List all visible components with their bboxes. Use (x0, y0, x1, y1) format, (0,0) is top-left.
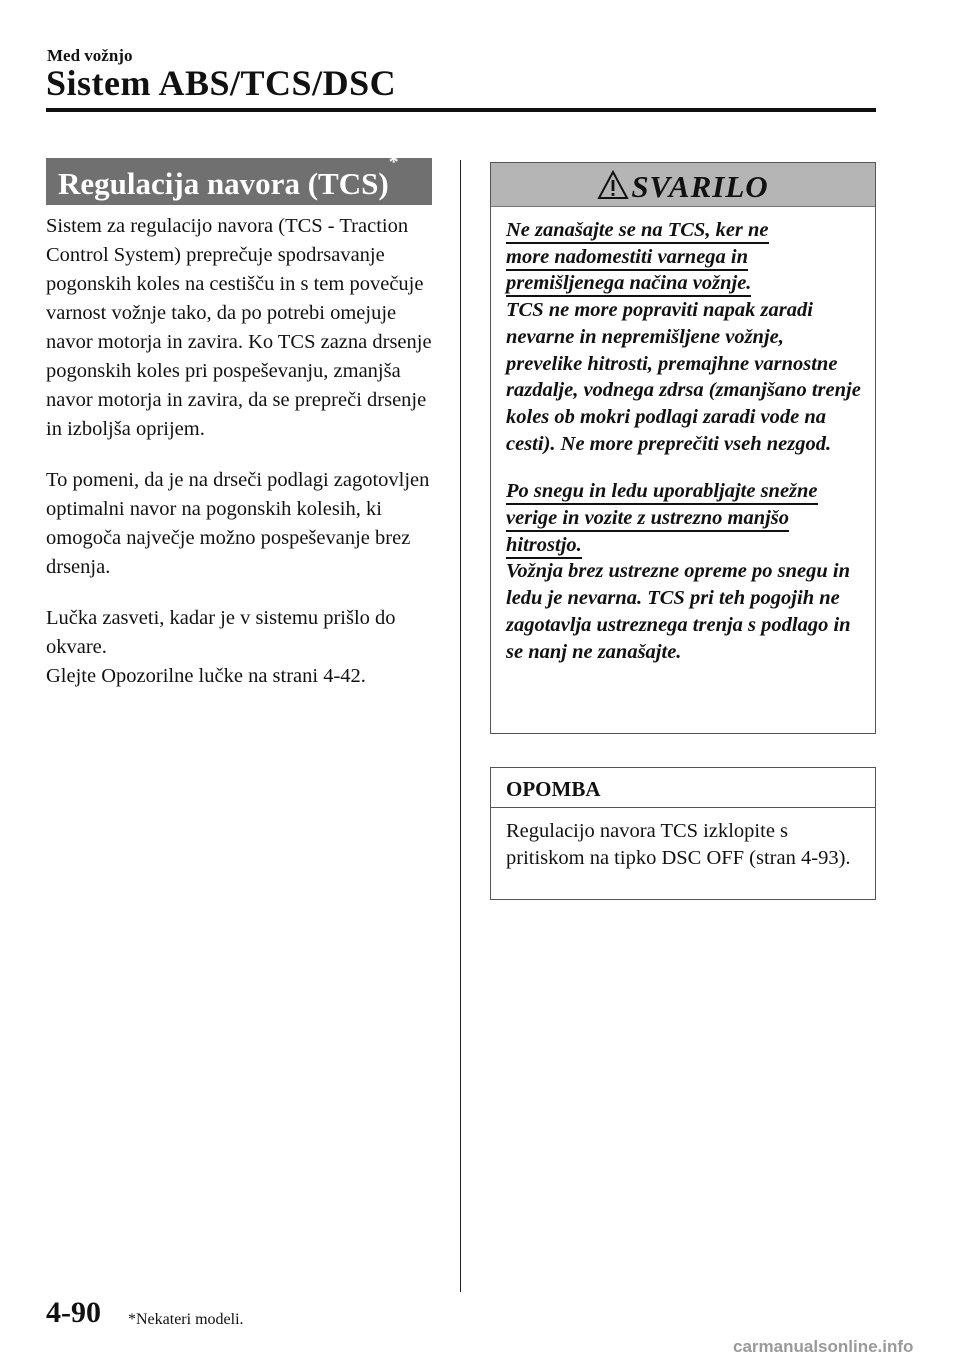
note-text: Regulacijo navora TCS izklopite s pritiskom na tipko DSC OFF (stran 4-93). (506, 820, 851, 869)
body-paragraph: To pomeni, da je na drseči podlagi zagotovljen optimalni navor na pogonskih kolesih, ki omogoča največje možno pospeševanje brez drsenja. (46, 469, 430, 578)
column-divider (460, 160, 461, 1292)
header-rule (46, 108, 876, 112)
warning-body (491, 207, 875, 665)
page-number: 4-90 (46, 1296, 101, 1329)
left-column-body (46, 212, 446, 713)
warning-emphasis-line: Ne zanašajte se na TCS, ker ne (506, 219, 769, 244)
warning-text: TCS ne more popraviti napak zaradi nevarne in nepremišljene vožnje, prevelike hitrosti, premajhne varnostne razdalje, vodnega zdrsa (zmanjšano trenje koles ob mokri podlagi zaradi vode na cesti). Ne more preprečiti vseh nezgod. (506, 299, 861, 455)
page-title: Sistem ABS/TCS/DSC (46, 63, 397, 103)
subsection-label: Med vožnjo (47, 46, 133, 65)
section-heading-text: Regulacija navora (TCS) (58, 166, 389, 201)
footnote: *Nekateri modeli. (128, 1311, 244, 1328)
warning-box (490, 162, 876, 734)
section-heading (46, 151, 432, 205)
warning-text: Vožnja brez ustrezne opreme po snegu in ledu je nevarna. TCS pri teh pogojih ne zagotavlja ustreznega trenja s podlago in se nanj ne zanašajte. (506, 560, 851, 663)
watermark: carmanualsonline.info (733, 1337, 914, 1356)
body-paragraph: Lučka zasveti, kadar je v sistemu prišlo do okvare. (46, 607, 396, 658)
body-paragraph: Sistem za regulacijo navora (TCS - Traction Control System) preprečuje spodrsavanje pogonskih koles na cestišču in s tem povečuje varnost vožnje tako, da po potrebi omejuje navor motorja in zavira. Ko TCS zazna drsenje pogonskih koles pri pospeševanju, zmanjša navor motorja in zavira, da se prepreči drsenje in izboljša oprijem. (46, 215, 432, 440)
note-box (490, 767, 876, 900)
warning-triangle-icon (597, 170, 629, 200)
warning-emphasis-line: more nadomestiti varnega in (506, 246, 748, 271)
page-reference: Glejte Opozorilne lučke na strani 4-42. (46, 665, 366, 687)
warning-title: SVARILO (631, 168, 769, 204)
warning-emphasis-line: hitrostjo. (506, 534, 582, 559)
optional-equipment-mark: * (388, 151, 399, 173)
warning-emphasis-line: Po snegu in ledu uporabljajte snežne (506, 480, 818, 505)
note-title: OPOMBA (491, 768, 875, 808)
warning-emphasis-line: premišljenega načina vožnje. (506, 272, 751, 297)
warning-emphasis-line: verige in vozite z ustrezno manjšo (506, 507, 789, 532)
warning-header (491, 163, 875, 207)
